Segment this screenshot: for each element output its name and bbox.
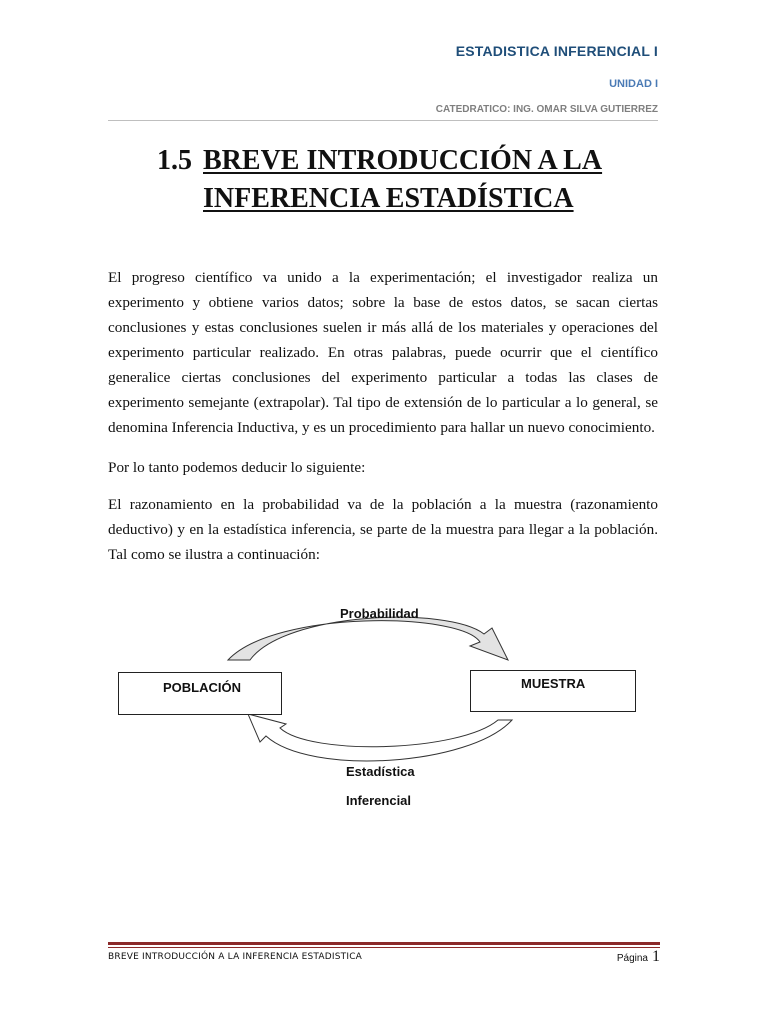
statistics-label: Estadística	[346, 764, 415, 779]
population-box	[118, 672, 282, 715]
paragraph-2: Por lo tanto podemos deducir lo siguiente:	[108, 459, 366, 476]
footer-page	[617, 948, 660, 966]
probability-arrow	[228, 617, 508, 660]
title-line-2: INFERENCIA ESTADÍSTICA	[203, 183, 574, 214]
inferential-label: Inferencial	[346, 793, 412, 808]
sample-box	[470, 670, 636, 712]
page-label: Página	[616, 953, 648, 964]
section-title	[157, 142, 602, 218]
sample-label: MUESTRA	[521, 676, 586, 691]
header-unit: UNIDAD I	[609, 78, 658, 90]
footer-rule-thick	[108, 942, 660, 945]
footer-rule-thin	[108, 947, 660, 948]
inference-diagram	[100, 600, 660, 820]
inference-arrow	[248, 714, 512, 761]
paragraph-3: El razonamiento en la probabilidad va de la población a la muestra (razonamiento deductivo) y en la estadística inferencia, se parte de la muestra para llegar a la población. Tal como se ilustra a continuación:	[108, 496, 658, 563]
title-line-1: BREVE INTRODUCCIÓN A LA	[203, 145, 603, 176]
header-course: ESTADISTICA INFERENCIAL I	[455, 43, 658, 59]
population-label: POBLACIÓN	[163, 680, 241, 695]
footer-title: BREVE INTRODUCCIÓN A LA INFERENCIA ESTADISTICA	[108, 952, 363, 962]
header-rule	[108, 120, 658, 121]
header-teacher: CATEDRATICO: ING. OMAR SILVA GUTIERREZ	[435, 104, 658, 115]
section-number: 1.5	[157, 145, 192, 176]
paragraph-1: El progreso científico va unido a la experimentación; el investigador realiza un experimento y obtiene varios datos; sobre la base de estos datos, se sacan ciertas conclusiones y estas conclusiones suelen ir más allá de los materiales y operaciones del experimento particular realizado. En otras palabras, puede ocurrir que el científico generalice ciertas conclusiones del experimento particular a todas las clases de experimento semejante (extrapolar). Tal tipo de extensión de lo particular a lo general, se denomina Inferencia Inductiva, y es un procedimiento para hallar un nuevo conocimiento.	[108, 269, 658, 436]
page-number: 1	[652, 948, 660, 965]
probability-label: Probabilidad	[340, 606, 419, 621]
